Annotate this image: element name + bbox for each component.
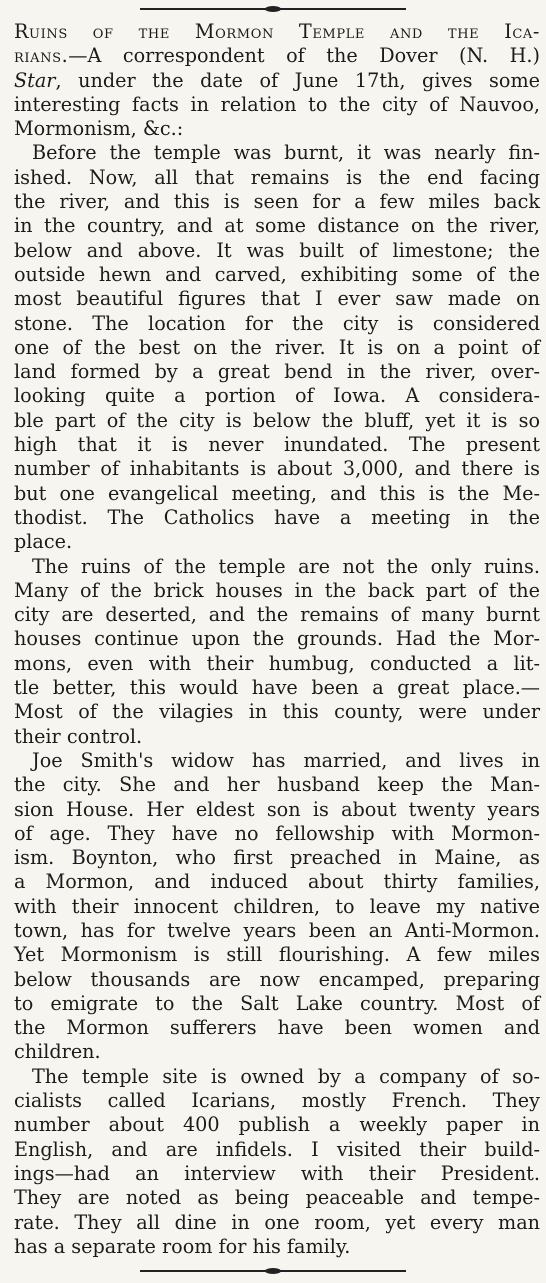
paragraph [14, 555, 540, 749]
text-line [14, 798, 540, 822]
line-text: one of the best on the river. It is on a point of [14, 335, 540, 359]
text-line [14, 44, 540, 68]
line-text: but one evangelical meeting, and this is the Me- [14, 481, 540, 505]
headline-text: Ruins of the Mormon Temple and the Ica- [14, 20, 540, 43]
paragraph [14, 1065, 540, 1259]
text-line [14, 895, 540, 919]
line-text: English, and are infidels. I visited their build- [14, 1137, 540, 1161]
text-line [14, 1089, 540, 1113]
text-line [14, 312, 540, 336]
line-text: with their innocent children, to leave my native [14, 894, 540, 918]
line-text: —A correspondent of the Dover (N. H.) [68, 44, 540, 68]
text-line [14, 360, 540, 384]
line-text: stone. The location for the city is considered [14, 311, 540, 335]
line-text: Most of the vilagies in this county, were under [14, 700, 540, 724]
line-text: high that it is never inundated. The present [14, 433, 540, 457]
headline-text: rians. [14, 44, 69, 68]
line-text: rate. They all dine in one room, yet every man [14, 1210, 540, 1234]
line-text: Yet Mormonism is still flourishing. A few miles [14, 943, 540, 967]
paragraph [14, 141, 540, 554]
line-text: mons, even with their humbug, conducted a lit- [14, 651, 540, 675]
line-text: tle better, this would have been a great place.— [14, 676, 540, 700]
line-text: Joe Smith's widow has married, and lives in [32, 748, 540, 772]
line-text: The temple site is owned by a company of so- [32, 1064, 540, 1088]
line-text: city are deserted, and the remains of many burnt [14, 603, 540, 627]
line-text: the city. She and her husband keep the Man- [14, 773, 540, 797]
text-line [14, 336, 540, 360]
text-line [14, 263, 540, 287]
text-line [14, 603, 540, 627]
line-text: town, has for twelve years been an Anti-Mormon. [14, 918, 540, 942]
line-text: most beautiful figures that I ever saw made on [14, 287, 540, 311]
line-text: number about 400 publish a weekly paper in [14, 1113, 540, 1137]
line-text: interesting facts in relation to the city of Nauvoo, [14, 92, 540, 116]
paragraph [14, 749, 540, 1065]
text-line [14, 749, 540, 773]
line-text: their control. [14, 724, 143, 748]
line-text: Before the temple was burnt, it was nearly fin- [32, 141, 540, 165]
text-line [14, 1016, 540, 1040]
text-line [14, 992, 540, 1016]
text-line [14, 433, 540, 457]
line-text: a Mormon, and induced about thirty families, [14, 870, 540, 894]
line-text: sion House. Her eldest son is about twenty years [14, 797, 540, 821]
text-line [14, 870, 540, 894]
text-line [14, 530, 540, 554]
line-text: to emigrate to the Salt Lake country. Most of [14, 991, 540, 1015]
text-line [14, 166, 540, 190]
text-line [14, 579, 540, 603]
line-text: number of inhabitants is about 3,000, and there is [14, 457, 540, 481]
text-line [14, 190, 540, 214]
text-line [14, 700, 540, 724]
text-line [14, 69, 540, 93]
text-line [14, 117, 540, 141]
text-line [14, 1235, 540, 1259]
text-line [14, 652, 540, 676]
line-text: has a separate room for his family. [14, 1234, 351, 1258]
text-line [14, 93, 540, 117]
line-text: cialists called Icarians, mostly French. They [14, 1089, 540, 1113]
text-line [14, 725, 540, 749]
line-text: outside hewn and carved, exhibiting some of the [14, 262, 540, 286]
line-text: Mormonism, &c.: [14, 117, 184, 141]
text-line [14, 846, 540, 870]
line-text: The ruins of the temple are not the only ruins. [32, 554, 540, 578]
line-text: place. [14, 530, 73, 554]
text-line [14, 409, 540, 433]
text-line [14, 384, 540, 408]
text-line [14, 141, 540, 165]
bottom-ornamental-rule [140, 1270, 406, 1272]
line-text: ings—had an interview with their President. [14, 1161, 540, 1185]
headline-line [14, 20, 540, 44]
line-text: They are noted as being peaceable and tempe- [14, 1186, 540, 1210]
line-text: ism. Boynton, who first preached in Maine, as [14, 846, 540, 870]
line-text: below thousands are now encamped, preparing [14, 967, 540, 991]
line-text: looking quite a portion of Iowa. A considera- [14, 384, 540, 408]
text-line [14, 1211, 540, 1235]
line-text: the river, and this is seen for a few miles back [14, 190, 540, 214]
line-text: thodist. The Catholics have a meeting in the [14, 505, 540, 529]
paragraph [14, 20, 540, 141]
line-text: land formed by a great bend in the river, over- [14, 360, 540, 384]
line-text: , under the date of June 17th, gives some [55, 68, 540, 92]
article-body [14, 20, 540, 1259]
line-text: ished. Now, all that remains is the end facing [14, 165, 540, 189]
line-text: houses continue upon the grounds. Had the Mor- [14, 627, 540, 651]
italic-text: Star [14, 68, 56, 92]
line-text: below and above. It was built of limestone; the [14, 238, 540, 262]
text-line [14, 1138, 540, 1162]
text-line [14, 1162, 540, 1186]
line-text: ble part of the city is below the bluff, yet it is so [14, 408, 540, 432]
text-line [14, 773, 540, 797]
text-line [14, 919, 540, 943]
text-line [14, 482, 540, 506]
text-line [14, 968, 540, 992]
line-text: the Mormon sufferers have been women and [14, 1016, 540, 1040]
text-line [14, 1065, 540, 1089]
line-text: of age. They have no fellowship with Mormon- [14, 821, 540, 845]
text-line [14, 506, 540, 530]
text-line [14, 676, 540, 700]
text-line [14, 1040, 540, 1064]
text-line [14, 822, 540, 846]
line-text: children. [14, 1040, 101, 1064]
text-line [14, 1186, 540, 1210]
text-line [14, 627, 540, 651]
line-text: Many of the brick houses in the back part of the [14, 578, 540, 602]
text-line [14, 287, 540, 311]
text-line [14, 214, 540, 238]
text-line [14, 555, 540, 579]
text-line [14, 457, 540, 481]
text-line [14, 239, 540, 263]
text-line [14, 943, 540, 967]
text-line [14, 1113, 540, 1137]
line-text: in the country, and at some distance on the river, [14, 214, 540, 238]
top-ornamental-rule [140, 8, 406, 10]
